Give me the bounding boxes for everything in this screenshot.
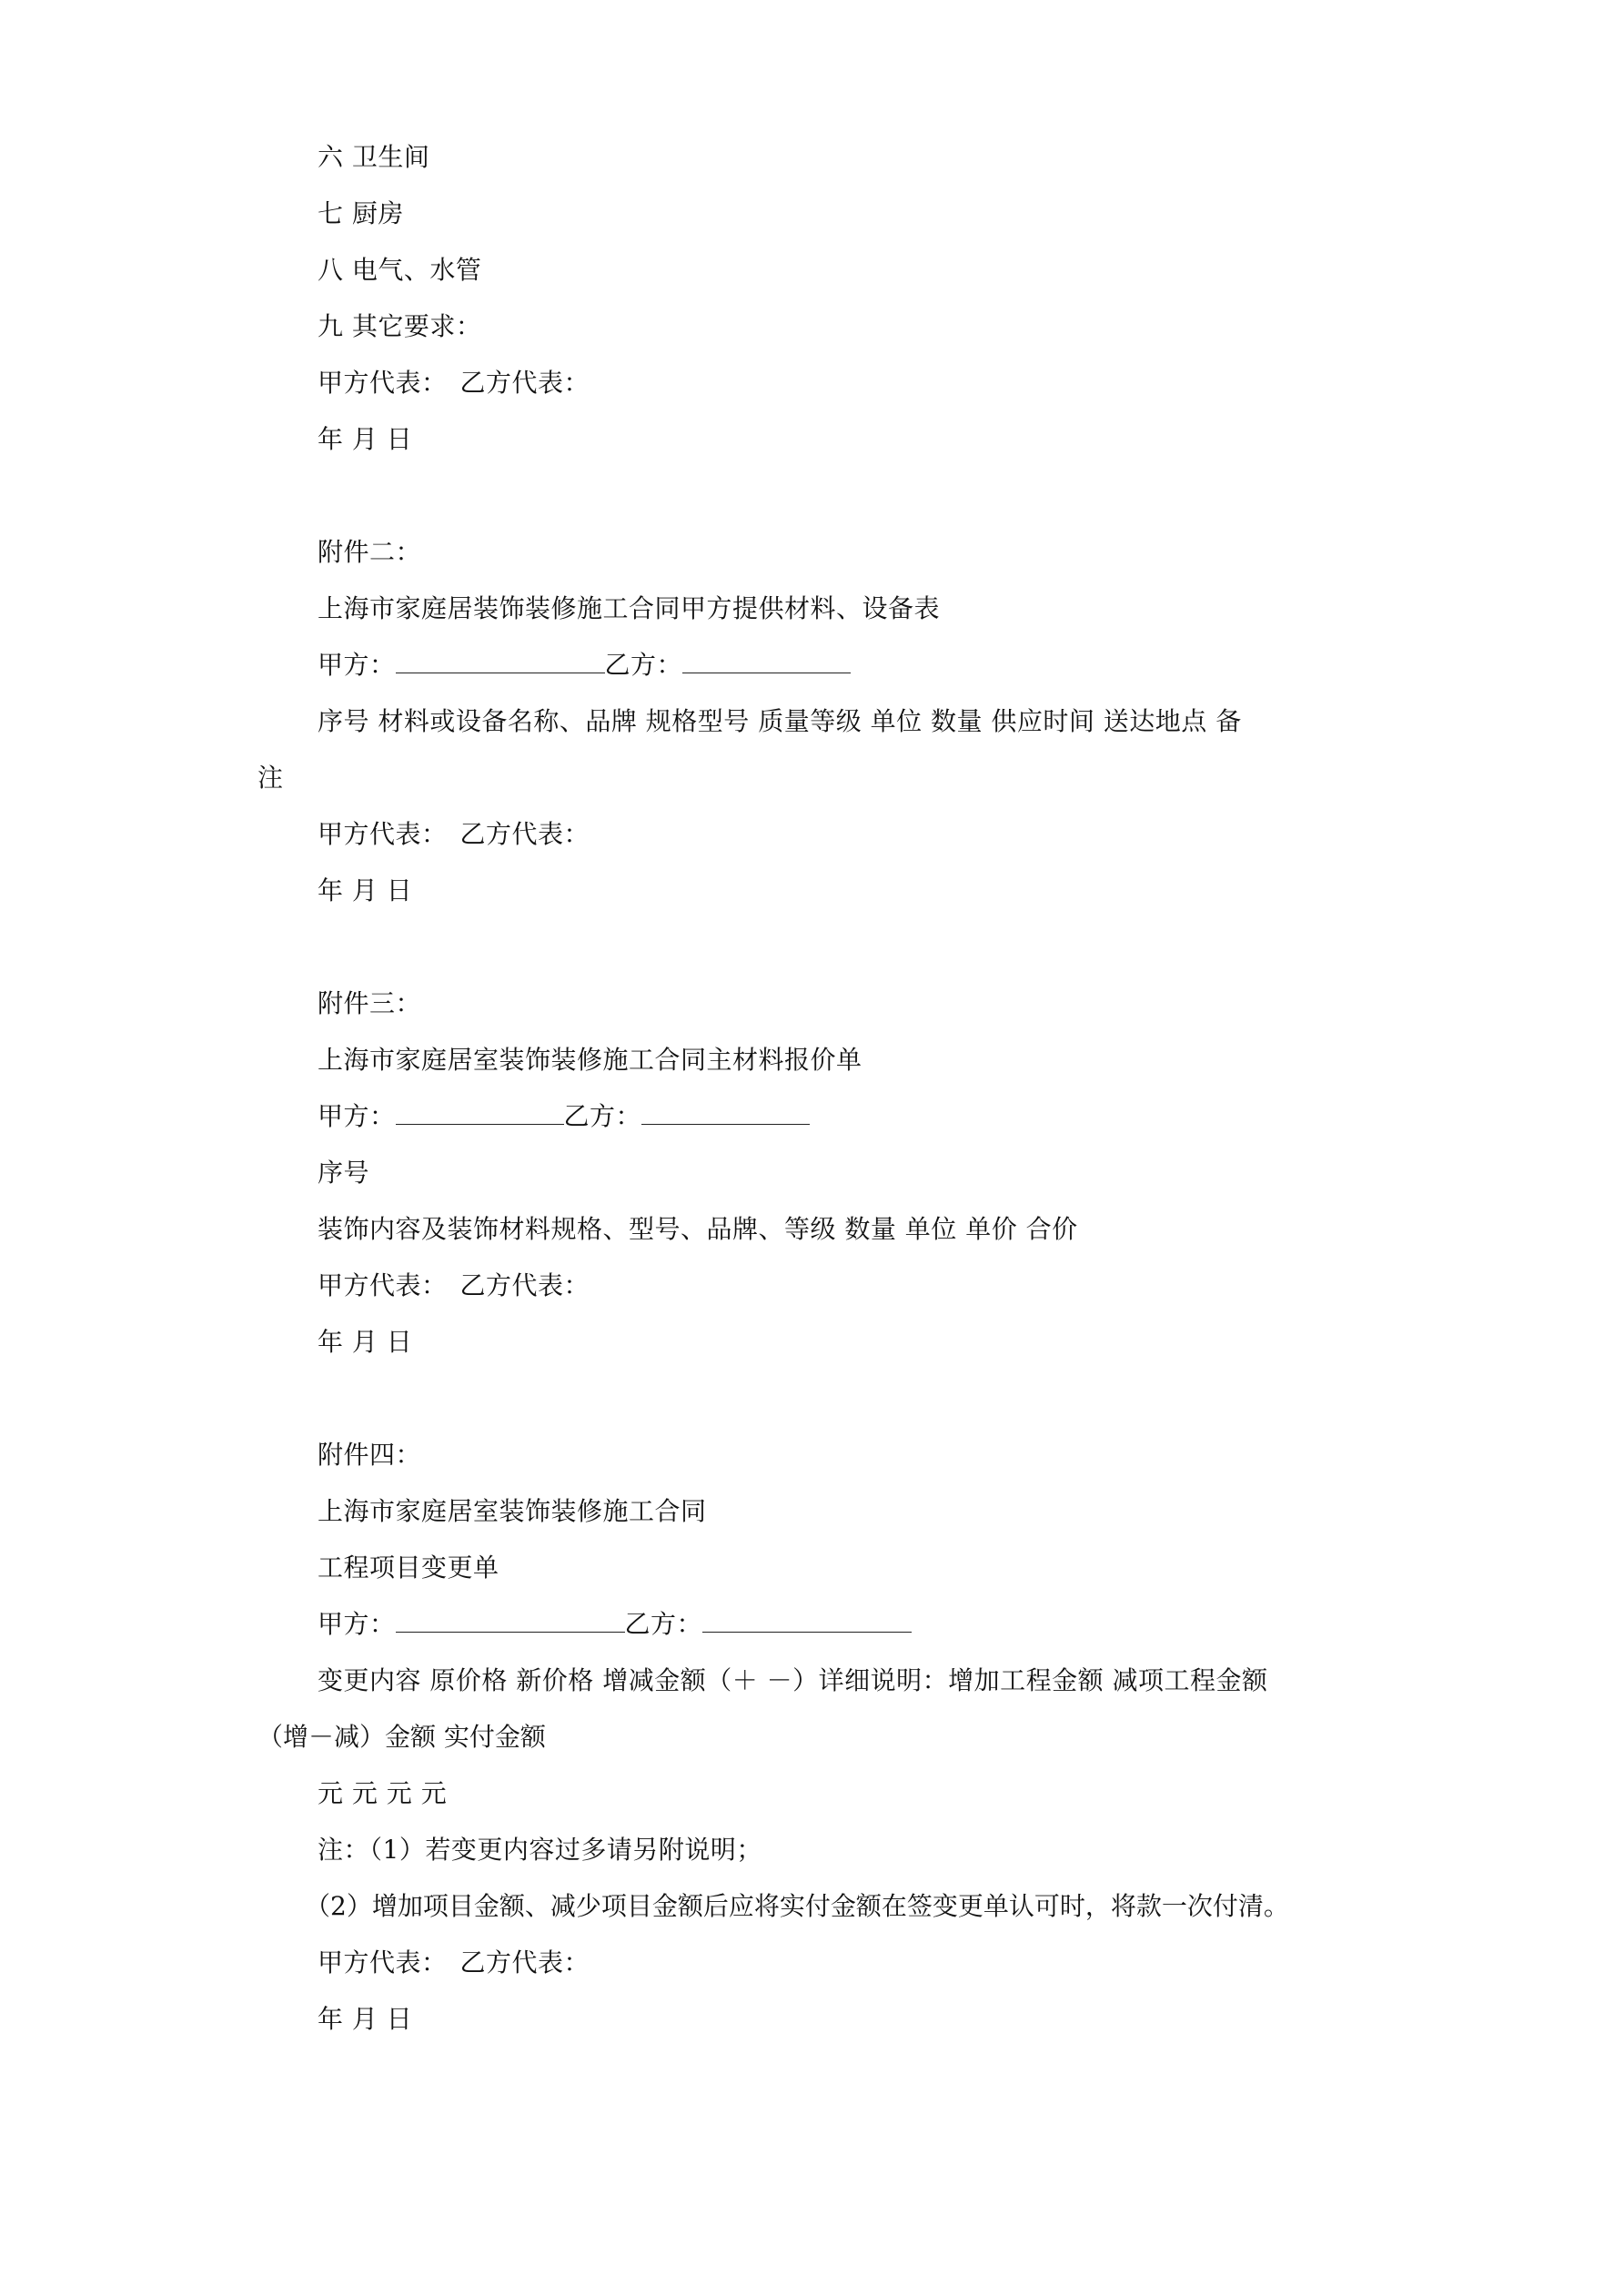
section-item-electrical-plumbing: 八 电气、水管: [318, 255, 482, 285]
annex3-party-b-label: 乙方：: [563, 1101, 642, 1131]
annex4-party-a-blank: [396, 1604, 625, 1633]
party-b-rep-label: 乙方代表：: [459, 368, 590, 398]
annex4-heading: 附件四：: [318, 1440, 422, 1470]
signature-line: [257, 1258, 1390, 1314]
annex4-parties-line: [257, 1596, 1390, 1653]
annex2-columns-line2: 注: [257, 763, 284, 793]
date-line: 年 月 日: [318, 2004, 413, 2034]
signature-line: [257, 355, 1390, 411]
annex2-parties-line: [257, 637, 1390, 693]
section-gap: [257, 468, 1390, 524]
section-item-bathroom: 六 卫生间: [318, 142, 430, 172]
section-item-kitchen: 七 厨房: [318, 198, 404, 228]
party-a-rep-label: 甲方代表：: [318, 368, 448, 398]
section-item-other-requirements: 九 其它要求：: [318, 311, 482, 341]
date-line: 年 月 日: [318, 875, 413, 905]
annex3-parties-line: [257, 1088, 1390, 1145]
annex2-party-a-label: 甲方：: [318, 650, 396, 680]
annex3-heading: 附件三：: [318, 988, 422, 1018]
annex3-title: 上海市家庭居室装饰装修施工合同主材料报价单: [318, 1045, 862, 1075]
annex2-party-b-label: 乙方：: [604, 650, 683, 680]
party-b-rep-label: 乙方代表：: [459, 819, 590, 849]
annex3-col-seq: 序号: [318, 1158, 370, 1188]
party-b-rep-label: 乙方代表：: [459, 1947, 590, 1977]
annex3-party-a-label: 甲方：: [318, 1101, 396, 1131]
party-a-rep-label: 甲方代表：: [318, 819, 448, 849]
annex4-columns-line2: （增－减）金额 实付金额: [257, 1722, 546, 1752]
annex4-subtitle: 工程项目变更单: [318, 1553, 499, 1583]
date-line: 年 月 日: [318, 1327, 413, 1357]
annex2-party-b-blank: [682, 645, 851, 673]
annex2-columns-line1: 序号 材料或设备名称、品牌 规格型号 质量等级 单位 数量 供应时间 送达地点 备: [318, 706, 1242, 736]
annex2-party-a-blank: [396, 645, 605, 673]
section-gap: [257, 1371, 1390, 1427]
annex4-note1: 注：（1）若变更内容过多请另附说明；: [318, 1835, 762, 1865]
annex3-party-b-blank: [641, 1097, 810, 1125]
date-line: 年 月 日: [318, 424, 413, 454]
section-gap: [257, 919, 1390, 976]
annex4-title: 上海市家庭居室装饰装修施工合同: [318, 1496, 707, 1526]
annex4-party-b-blank: [702, 1604, 912, 1633]
party-a-rep-label: 甲方代表：: [318, 1947, 448, 1977]
document-body: [257, 129, 1390, 2048]
annex4-columns-line1: 变更内容 原价格 新价格 增减金额（＋ －）详细说明：增加工程金额 减项工程金额: [318, 1665, 1268, 1695]
annex4-units: 元 元 元 元: [318, 1778, 448, 1808]
party-a-rep-label: 甲方代表：: [318, 1270, 448, 1300]
annex4-party-a-label: 甲方：: [318, 1609, 396, 1639]
annex4-party-b-label: 乙方：: [624, 1609, 703, 1639]
signature-line: [257, 1935, 1390, 1991]
party-b-rep-label: 乙方代表：: [459, 1270, 590, 1300]
annex3-party-a-blank: [396, 1097, 564, 1125]
annex4-note2: （2）增加项目金额、减少项目金额后应将实付金额在签变更单认可时，将款一次付清。: [305, 1891, 1289, 1921]
annex2-heading: 附件二：: [318, 537, 422, 567]
signature-line: [257, 806, 1390, 863]
annex3-columns: 装饰内容及装饰材料规格、型号、品牌、等级 数量 单位 单价 合价: [318, 1214, 1078, 1244]
annex2-title: 上海市家庭居装饰装修施工合同甲方提供材料、设备表: [318, 593, 941, 623]
